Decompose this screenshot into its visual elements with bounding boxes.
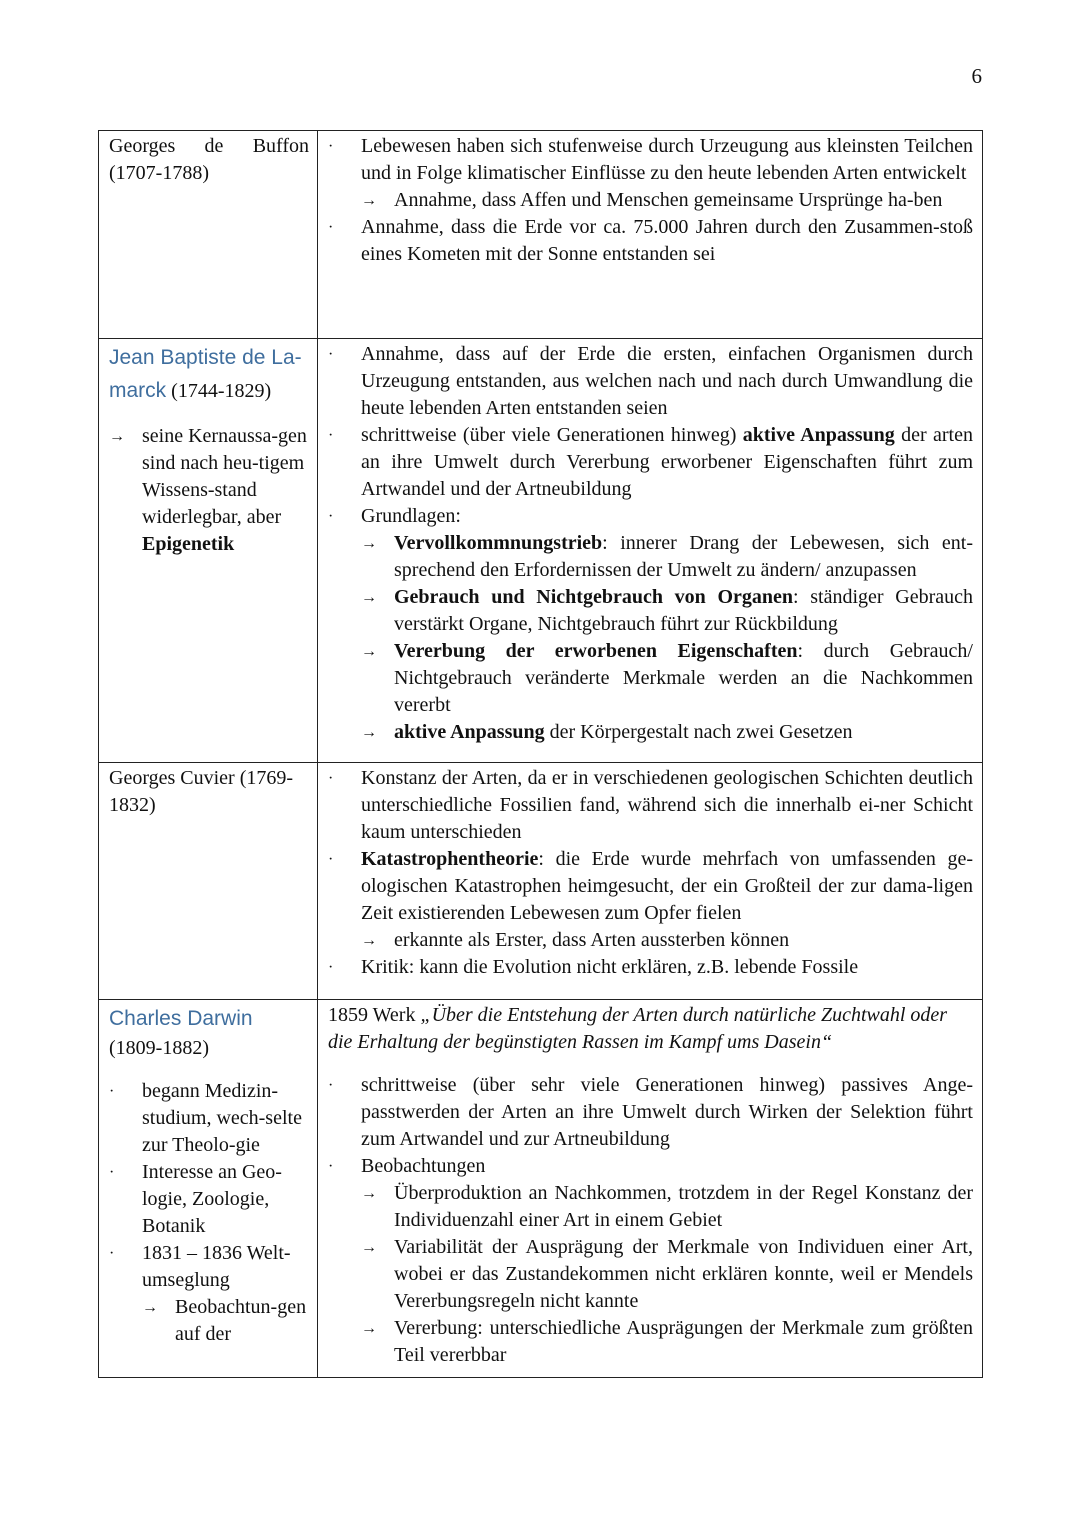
sub-list-item: → Überproduktion an Nachkommen, trotzdem in der Regel Konstanz der Individuenzahl einer Art in einem Gebiet: [361, 1182, 973, 1231]
darwin-fact: · begann Medizin-studium, wech-selte zur Theolo-gie: [109, 1080, 302, 1156]
bullet-icon: ·: [328, 1158, 334, 1175]
bullet-icon: ·: [328, 508, 334, 525]
arrow-icon: →: [361, 589, 377, 606]
list-item: · Beobachtungen: [328, 1153, 973, 1180]
sub-list-item: → Annahme, dass Affen und Menschen gemeinsame Ursprünge ha-ben: [361, 187, 973, 214]
evolution-theories-table: [98, 130, 983, 1378]
sub-list-item: → Vererbung: unterschiedliche Ausprägungen der Merkmale zum größten Teil vererbbar: [361, 1317, 973, 1366]
bullet-icon: ·: [328, 219, 334, 236]
list-item: · Lebewesen haben sich stufenweise durch Urzeugung aus kleinsten Teilchen und in Folge klimatischer Einflüsse zu den heute lebenden Arten entwickelt: [328, 135, 973, 184]
name-buffon-name: Georges de Buffon: [109, 135, 309, 157]
page-number: 6: [971, 64, 982, 88]
arrow-icon: →: [142, 1299, 158, 1316]
name-cell-darwin: [99, 1000, 318, 1378]
name-buffon: [99, 131, 317, 193]
arrow-icon: →: [361, 1239, 377, 1256]
name-cell-cuvier: [99, 763, 318, 1000]
name-lamarck: Jean Baptiste de La-marck (1744-1829): [109, 346, 302, 402]
list-item: · Annahme, dass auf der Erde die ersten, einfachen Organismen durch Urzeugung entstanden, aus welchen nach und nach durch Umwandlung die heute lebenden Arten entstanden seien: [328, 343, 973, 419]
bullet-icon: ·: [328, 770, 334, 787]
sub-list-item: → Vererbung der erworbenen Eigenschaften: durch Gebrauch/ Nichtgebrauch veränderte Merkmale werden an die Nachkommen vererbt: [361, 640, 973, 716]
sub-list-item: → aktive Anpassung der Körpergestalt nach zwei Gesetzen: [361, 719, 973, 746]
table-row-lamarck: [99, 339, 983, 763]
arrow-icon: →: [361, 1185, 377, 1202]
content-cell-darwin: [318, 1000, 983, 1378]
table-row-darwin: [99, 1000, 983, 1378]
sub-list-item: → Gebrauch und Nichtgebrauch von Organen: ständiger Gebrauch verstärkt Organe, Nichtgebrauch führt zur Rückbildung: [361, 586, 973, 635]
table-row-buffon: [99, 131, 983, 339]
bullet-icon: ·: [328, 1077, 334, 1094]
name-cuvier: Georges Cuvier (1769-1832): [109, 767, 294, 816]
arrow-icon: →: [361, 643, 377, 660]
sub-list-item: → Variabilität der Ausprägung der Merkmale von Individuen einer Art, wobei er das Zustandekommen nicht erklären konnte, weil er Mendels Vererbungsregeln nicht kannte: [361, 1236, 973, 1312]
arrow-icon: →: [361, 724, 377, 741]
name-cell-lamarck: [99, 339, 318, 763]
bullet-icon: ·: [328, 427, 334, 444]
bullet-icon: ·: [109, 1083, 115, 1100]
list-item: · Katastrophentheorie: die Erde wurde mehrfach von umfassenden ge-ologischen Katastrophen heimgesucht, der ein Großteil der zur dama-ligen Zeit existierenden Lebewesen zum Opfer fielen: [328, 848, 973, 924]
sub-list-item: → erkannte als Erster, dass Arten aussterben können: [361, 927, 973, 954]
arrow-icon: →: [361, 932, 377, 949]
darwin-fact-sub: → Beobachtun-gen auf der: [142, 1296, 307, 1345]
bullet-icon: ·: [328, 959, 334, 976]
bullet-icon: ·: [109, 1245, 115, 1262]
list-item: · Grundlagen:: [328, 503, 973, 530]
darwin-work: 1859 Werk „Über die Entstehung der Arten durch natürliche Zuchtwahl oder die Erhaltung der begünstigten Rassen im Kampf ums Dasein“: [328, 1004, 948, 1053]
content-cell-cuvier: [318, 763, 983, 1000]
bullet-icon: ·: [328, 346, 334, 363]
arrow-icon: →: [361, 535, 377, 552]
list-item: · schrittweise (über viele Generationen hinweg) aktive Anpassung der arten an ihre Umwelt durch Vererbung erworbener Eigenschaften führt zum Artwandel und der Artneubildung: [328, 424, 973, 500]
list-item: · Annahme, dass die Erde vor ca. 75.000 Jahren durch den Zusammen-stoß eines Kometen mit der Sonne entstanden sei: [328, 216, 973, 265]
name-buffon-years: (1707-1788): [109, 162, 209, 184]
arrow-icon: →: [109, 428, 125, 445]
name-cell-buffon: [99, 131, 318, 339]
lamarck-note: → seine Kernaussa-gen sind nach heu-tigem Wissens-stand widerlegbar, aber Epigenetik: [109, 425, 307, 555]
bullet-icon: ·: [328, 851, 334, 868]
bullet-icon: ·: [328, 138, 334, 155]
sub-list-item: → Vervollkommnungstrieb: innerer Drang der Lebewesen, sich ent-sprechend den Erfordernissen der Umwelt zu ändern/ anzupassen: [361, 532, 973, 581]
list-item: · Konstanz der Arten, da er in verschiedenen geologischen Schichten deutlich unterschiedliche Fossilien fand, während sich die innerhalb ei-ner Schicht kaum unterschieden: [328, 767, 973, 843]
list-item: · Kritik: kann die Evolution nicht erklären, z.B. lebende Fossile: [328, 954, 973, 981]
name-darwin: Charles Darwin (1809-1882): [109, 1007, 253, 1059]
arrow-icon: →: [361, 1320, 377, 1337]
content-cell-lamarck: [318, 339, 983, 763]
list-item: · schrittweise (über sehr viele Generationen hinweg) passives Ange-passtwerden der Arten an ihre Umwelt durch Wirken der Selektion führt zum Artwandel und zur Artneubildung: [328, 1074, 973, 1150]
table-row-cuvier: [99, 763, 983, 1000]
content-cell-buffon: [318, 131, 983, 339]
arrow-icon: →: [361, 192, 377, 209]
darwin-fact: · Interesse an Geo-logie, Zoologie, Botanik: [109, 1161, 282, 1237]
darwin-fact: · 1831 – 1836 Welt-umseglung: [109, 1242, 291, 1291]
bullet-icon: ·: [109, 1164, 115, 1181]
